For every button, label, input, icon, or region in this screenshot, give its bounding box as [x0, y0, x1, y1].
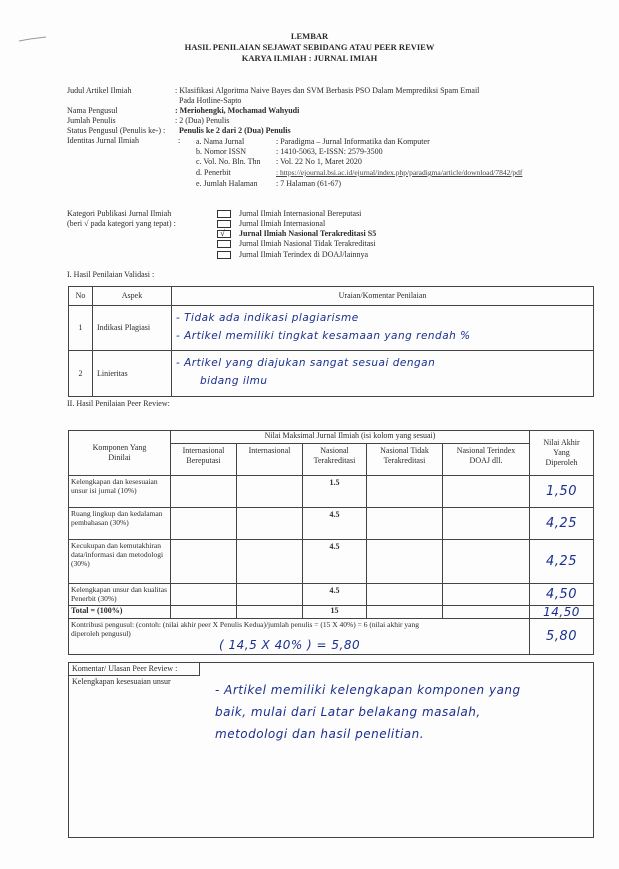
komponen-header: Komponen Yang Dinilai [69, 431, 171, 476]
kategori-option[interactable] [217, 229, 376, 239]
kategori-option-label: Jurnal Ilmiah Nasional Terakreditasi S5 [239, 229, 377, 238]
total-row [69, 606, 594, 619]
row-aspek: Linieritas [93, 351, 172, 397]
identitas-label: Identitas Jurnal Ilmiah [67, 136, 139, 145]
empty-cell [171, 540, 237, 584]
kategori-checkbox[interactable] [217, 251, 231, 259]
empty-cell [367, 476, 443, 508]
nasional-value: 4.5 [303, 540, 367, 584]
kontribusi-cell [69, 619, 530, 655]
validasi-title: I. Hasil Penilaian Validasi : [67, 270, 155, 279]
kelengkapan-label: Kelengkapan kesesuaian unsur [72, 677, 171, 686]
row-comment [172, 351, 594, 397]
jurnal-item-value: : 1410-5063, E-ISSN: 2579-3500 [276, 147, 383, 156]
empty-cell [171, 508, 237, 540]
empty-cell [171, 606, 237, 619]
review-comment-line: metodologi dan hasil penelitian. [215, 727, 425, 741]
nasional-value: 4.5 [303, 584, 367, 606]
empty-cell [443, 540, 530, 584]
judul-value-2: Pada Hotline-Sapto [179, 96, 242, 105]
handwritten-comment: - Tidak ada indikasi plagiarisme [176, 312, 359, 324]
nilai-akhir-value: 4,50 [530, 584, 594, 606]
peer-title: II. Hasil Penilaian Peer Review: [67, 399, 170, 408]
row-no: 2 [69, 351, 93, 397]
table-row [69, 540, 594, 584]
empty-cell [237, 584, 303, 606]
nama-value: : Meriohengki, Mochamad Wahyudi [175, 106, 300, 115]
kategori-option-label: Jurnal Ilmiah Internasional Bereputasi [239, 209, 362, 218]
empty-cell [443, 584, 530, 606]
status-value: Penulis ke 2 dari 2 (Dua) Penulis [179, 126, 291, 135]
kategori-option[interactable] [217, 250, 368, 260]
jurnal-item-value: : Vol. 22 No 1, Maret 2020 [276, 157, 362, 166]
total-label: Total = (100%) [69, 606, 171, 619]
nasional-value: 4.5 [303, 508, 367, 540]
sub-header: Internasional Bereputasi [171, 444, 237, 476]
jurnal-item-label: c. Vol. No. Bln. Thn [196, 157, 261, 166]
row-aspek: Indikasi Plagiasi [93, 306, 172, 351]
sub-header: Nasional Terindex DOAJ dll. [443, 444, 530, 476]
empty-cell [237, 606, 303, 619]
table-row [69, 351, 594, 397]
kategori-option-label: Jurnal Ilmiah Nasional Tidak Terakreditasi [239, 239, 376, 248]
empty-cell [171, 584, 237, 606]
kategori-option[interactable] [217, 209, 361, 219]
empty-cell [367, 606, 443, 619]
handwritten-comment: bidang ilmu [200, 375, 268, 387]
kategori-checkbox[interactable] [217, 220, 231, 228]
komponen-cell: Ruang lingkup dan kedalaman pembahasan (30%) [69, 508, 171, 540]
empty-cell [237, 540, 303, 584]
kontribusi-handwritten: ( 14,5 X 40% ) = 5,80 [219, 638, 361, 652]
jumlah-label: Jumlah Penulis [67, 116, 116, 125]
empty-cell [367, 584, 443, 606]
total-akhir: 14,50 [530, 606, 594, 619]
kategori-hint: (beri √ pada kategori yang tepat) : [67, 219, 176, 228]
jumlah-value: : 2 (Dua) Penulis [175, 116, 230, 125]
nilai-akhir-value: 4,25 [530, 540, 594, 584]
kontribusi-akhir: 5,80 [530, 619, 594, 655]
sub-header: Internasional [237, 444, 303, 476]
kategori-label: Kategori Publikasi Jurnal Ilmiah [67, 209, 172, 218]
nilai-header: Nilai Maksimal Jurnal Ilmiah (isi kolom yang sesuai) [171, 431, 530, 444]
kategori-option-label: Jurnal Ilmiah Internasional [239, 219, 326, 228]
empty-cell [171, 476, 237, 508]
kategori-checkbox-checked[interactable] [217, 230, 231, 238]
kategori-checkbox[interactable] [217, 240, 231, 248]
kontribusi-text-2: diperoleh pengusul) [71, 629, 131, 638]
empty-cell [443, 476, 530, 508]
sub-header: Nasional Terakreditasi [303, 444, 367, 476]
validasi-table [68, 286, 594, 397]
table-row [69, 476, 594, 508]
identitas-colon: : [178, 136, 181, 145]
table-row [69, 508, 594, 540]
handwritten-comment: - Artikel yang diajukan sangat sesuai dengan [176, 357, 436, 369]
status-label: Status Pengusul (Penulis ke-) : [67, 126, 166, 135]
kategori-checkbox[interactable] [217, 210, 231, 218]
review-comment-line: - Artikel memiliki kelengkapan komponen yang [215, 683, 521, 697]
kontribusi-row [69, 619, 594, 655]
nasional-value: 1.5 [303, 476, 367, 508]
empty-cell [443, 508, 530, 540]
akhir-header: Nilai Akhir Yang Diperoleh [530, 431, 594, 476]
komponen-cell: Kelengkapan unsur dan kualitas Penerbit (30%) [69, 584, 171, 606]
review-comment-line: baik, mulai dari Latar belakang masalah, [215, 705, 481, 719]
doc-title-line1: LEMBAR [290, 31, 329, 41]
col-no-header: No [69, 287, 93, 306]
nilai-akhir-value: 4,25 [530, 508, 594, 540]
jurnal-item-value: : Paradigma – Jurnal Informatika dan Komputer [276, 137, 430, 146]
doc-title-line2: HASIL PENILAIAN SEJAWAT SEBIDANG ATAU PEER REVIEW [184, 42, 435, 52]
peer-table [68, 430, 594, 655]
row-comment [172, 306, 594, 351]
col-uraian-header: Uraian/Komentar Penilaian [172, 287, 594, 306]
komponen-cell: Kelengkapan dan kesesuaian unsur isi jurnal (10%) [69, 476, 171, 508]
kategori-option-label: Jurnal Ilmiah Terindex di DOAJ/lainnya [239, 250, 369, 259]
jurnal-item-value: : 7 Halaman (61-67) [276, 179, 342, 188]
komentar-label [69, 663, 200, 676]
empty-cell [443, 606, 530, 619]
nilai-akhir-value: 1,50 [530, 476, 594, 508]
empty-cell [237, 476, 303, 508]
penerbit-link[interactable]: : https://ejournal.bsi.ac.id/ejurnal/index.php/paradigma/article/download/7842/pdf [276, 168, 523, 177]
kategori-option[interactable] [217, 239, 376, 249]
jurnal-item-label: d. Penerbit [196, 168, 231, 177]
sub-header: Nasional Tidak Terakreditasi [367, 444, 443, 476]
jurnal-item-label: b. Nomor ISSN [196, 147, 247, 156]
judul-label: Judul Artikel Ilmiah [67, 86, 132, 95]
kategori-option[interactable] [217, 219, 325, 229]
komentar-box [68, 662, 594, 838]
doc-title-line3: KARYA ILMIAH : JURNAL IMIAH [241, 53, 378, 63]
checkmark-icon: √ [220, 228, 225, 239]
nama-label: Nama Pengusul [67, 106, 118, 115]
jurnal-item-label: a. Nama Jurnal [196, 137, 245, 146]
table-row [69, 306, 594, 351]
jurnal-item-label: e. Jumlah Halaman [196, 179, 258, 188]
kontribusi-text: Kontribusi pengusul: (contoh: (nilai akhir peer X Penulis Kedua)/jumlah penulis = (15 X 40%) = 6 (nilai akhir yang [71, 620, 419, 629]
komentar-label-text: Komentar/ Ulasan Peer Review : [72, 664, 178, 673]
handwritten-comment: - Artikel memiliki tingkat kesamaan yang rendah % [176, 330, 471, 342]
empty-cell [367, 540, 443, 584]
table-row [69, 584, 594, 606]
komponen-cell: Kecukupan dan kemutakhiran data/informasi dan metodologi (30%) [69, 540, 171, 584]
empty-cell [367, 508, 443, 540]
total-nasional: 15 [303, 606, 367, 619]
empty-cell [237, 508, 303, 540]
col-aspek-header: Aspek [93, 287, 172, 306]
judul-value: : Klasifikasi Algoritma Naive Bayes dan SVM Berbasis PSO Dalam Memprediksi Spam Email [175, 86, 480, 95]
row-no: 1 [69, 306, 93, 351]
